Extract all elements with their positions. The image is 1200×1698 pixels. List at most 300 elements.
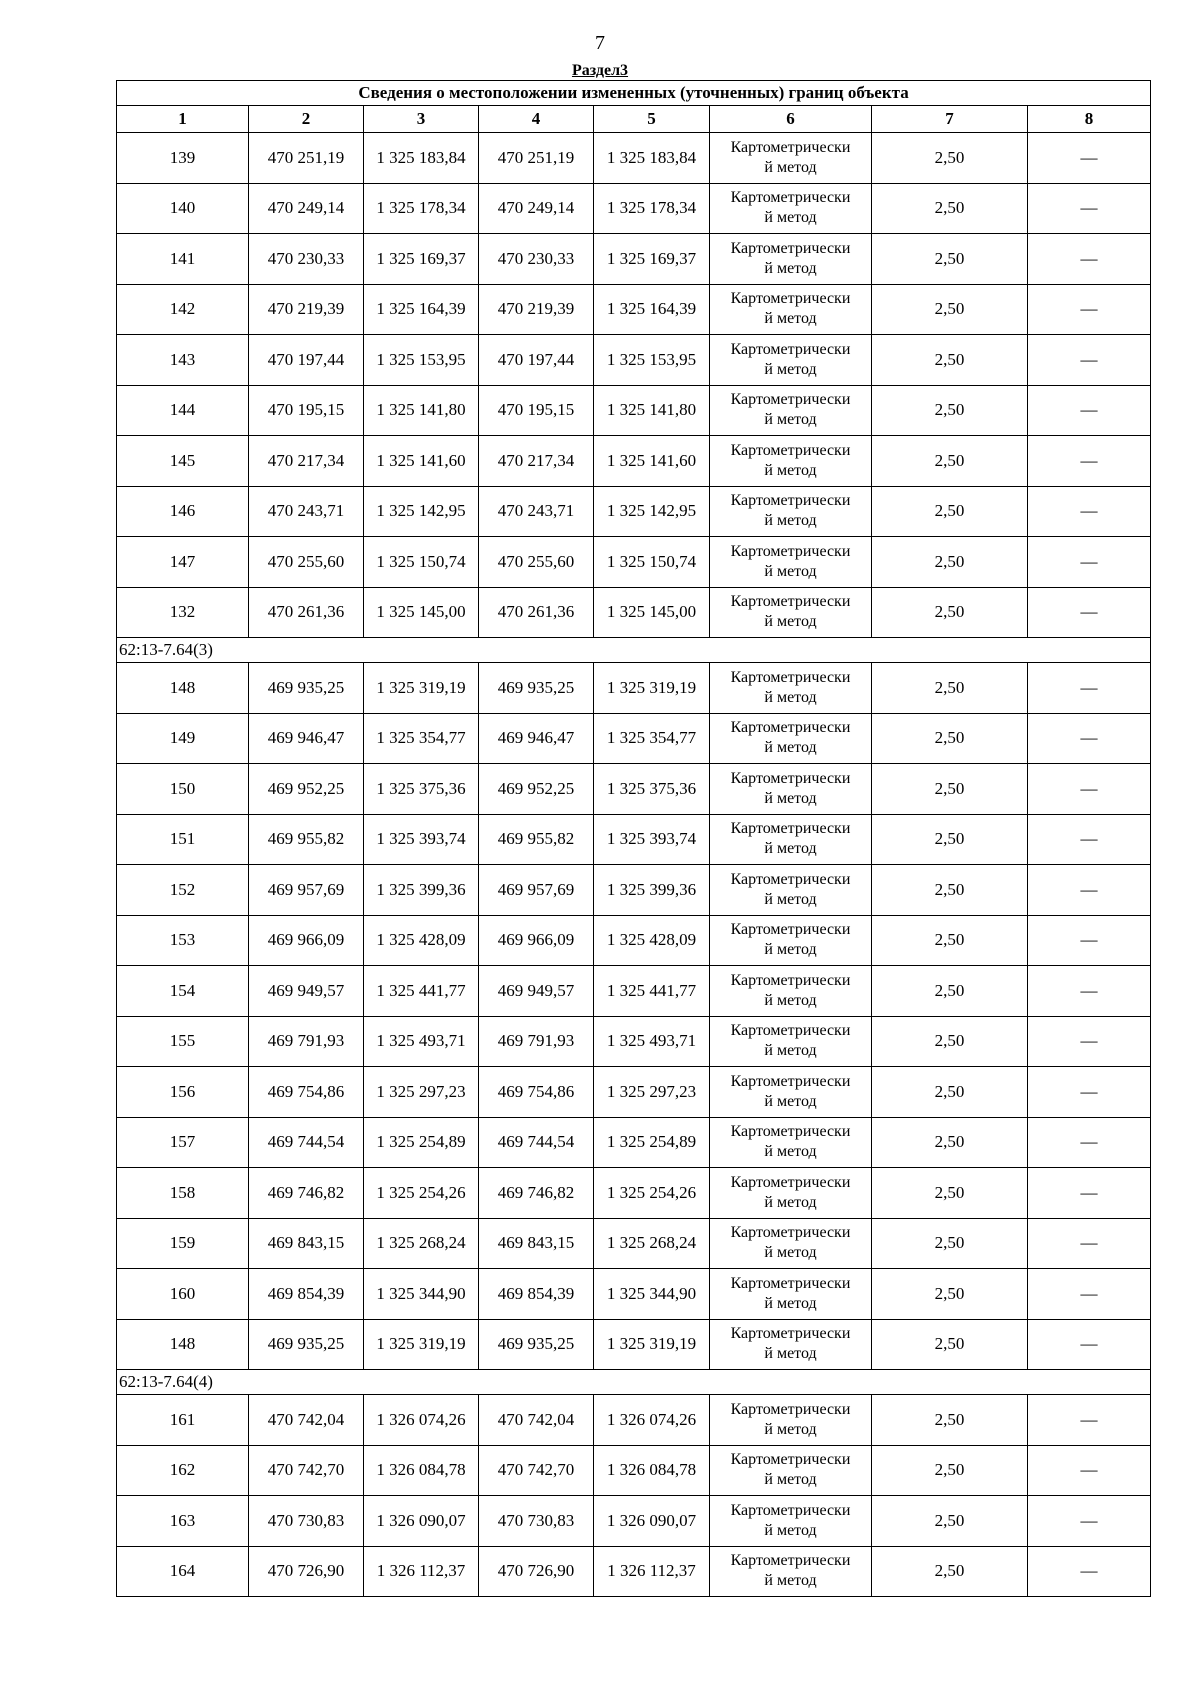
x-coordinate-cell: 469 791,93 (249, 1016, 364, 1067)
y-coordinate-new-cell: 1 326 090,07 (594, 1496, 710, 1547)
group-header-row (117, 1370, 1151, 1395)
accuracy-cell: 2,50 (872, 764, 1028, 815)
x-coordinate-cell: 470 726,90 (249, 1546, 364, 1597)
x-coordinate-new-cell: 470 219,39 (479, 284, 594, 335)
column-header-row (117, 106, 1151, 133)
y-coordinate-cell: 1 325 297,23 (364, 1067, 479, 1118)
y-coordinate-cell: 1 325 428,09 (364, 915, 479, 966)
y-coordinate-cell: 1 325 254,26 (364, 1168, 479, 1219)
accuracy-cell: 2,50 (872, 1546, 1028, 1597)
method-text-line2: й метод (764, 688, 817, 706)
y-coordinate-cell: 1 326 112,37 (364, 1546, 479, 1597)
y-coordinate-cell: 1 325 254,89 (364, 1117, 479, 1168)
x-coordinate-cell: 469 746,82 (249, 1168, 364, 1219)
method-text-line1: Картометрически (730, 1400, 851, 1418)
y-coordinate-new-cell: 1 326 112,37 (594, 1546, 710, 1597)
method-text-line2: й метод (764, 1345, 817, 1363)
y-coordinate-new-cell: 1 325 354,77 (594, 713, 710, 764)
point-number-cell: 132 (117, 587, 249, 638)
accuracy-cell: 2,50 (872, 966, 1028, 1017)
method-text-line1: Картометрически (730, 189, 851, 207)
accuracy-cell: 2,50 (872, 284, 1028, 335)
y-coordinate-cell: 1 325 393,74 (364, 814, 479, 865)
y-coordinate-new-cell: 1 325 141,60 (594, 436, 710, 487)
table-row (117, 865, 1151, 916)
method-cell (710, 385, 872, 436)
y-coordinate-new-cell: 1 325 254,26 (594, 1168, 710, 1219)
method-cell (710, 865, 872, 916)
table-row (117, 1319, 1151, 1370)
y-coordinate-new-cell: 1 325 428,09 (594, 915, 710, 966)
accuracy-cell: 2,50 (872, 183, 1028, 234)
point-number-cell: 148 (117, 1319, 249, 1370)
accuracy-cell: 2,50 (872, 1168, 1028, 1219)
table-row (117, 133, 1151, 184)
method-text-line2: й метод (764, 1572, 817, 1590)
table-row (117, 537, 1151, 588)
table-row (117, 234, 1151, 285)
method-text-line2: й метод (764, 890, 817, 908)
method-text-line2: й метод (764, 840, 817, 858)
method-cell (710, 537, 872, 588)
method-text-line2: й метод (764, 1042, 817, 1060)
accuracy-cell: 2,50 (872, 1319, 1028, 1370)
method-cell (710, 183, 872, 234)
point-number-cell: 155 (117, 1016, 249, 1067)
table-row (117, 915, 1151, 966)
accuracy-cell: 2,50 (872, 537, 1028, 588)
method-cell (710, 1496, 872, 1547)
method-text-line1: Картометрически (730, 769, 851, 787)
method-text-line2: й метод (764, 360, 817, 378)
method-text-line2: й метод (764, 1294, 817, 1312)
table-row (117, 663, 1151, 714)
method-text-line1: Картометрически (730, 1274, 851, 1292)
accuracy-cell: 2,50 (872, 385, 1028, 436)
x-coordinate-cell: 469 935,25 (249, 1319, 364, 1370)
method-text-line1: Картометрически (730, 1072, 851, 1090)
point-number-cell: 140 (117, 183, 249, 234)
method-text-line1: Картометрически (730, 668, 851, 686)
x-coordinate-cell: 470 742,70 (249, 1445, 364, 1496)
method-text-line2: й метод (764, 158, 817, 176)
x-coordinate-new-cell: 470 217,34 (479, 436, 594, 487)
point-number-cell: 149 (117, 713, 249, 764)
method-cell (710, 915, 872, 966)
table-row (117, 284, 1151, 335)
accuracy-cell: 2,50 (872, 713, 1028, 764)
y-coordinate-cell: 1 325 441,77 (364, 966, 479, 1017)
y-coordinate-cell: 1 325 493,71 (364, 1016, 479, 1067)
method-cell (710, 1117, 872, 1168)
description-cell: — (1028, 814, 1151, 865)
x-coordinate-cell: 470 195,15 (249, 385, 364, 436)
y-coordinate-new-cell: 1 325 268,24 (594, 1218, 710, 1269)
group-label: 62:13-7.64(3) (117, 638, 1151, 663)
point-number-cell: 163 (117, 1496, 249, 1547)
x-coordinate-new-cell: 469 955,82 (479, 814, 594, 865)
x-coordinate-cell: 470 255,60 (249, 537, 364, 588)
x-coordinate-new-cell: 469 744,54 (479, 1117, 594, 1168)
y-coordinate-cell: 1 325 268,24 (364, 1218, 479, 1269)
method-cell (710, 133, 872, 184)
y-coordinate-cell: 1 325 142,95 (364, 486, 479, 537)
method-cell (710, 1016, 872, 1067)
method-text-line1: Картометрически (730, 719, 851, 737)
y-coordinate-new-cell: 1 325 178,34 (594, 183, 710, 234)
column-header: 1 (117, 106, 249, 133)
method-cell (710, 486, 872, 537)
x-coordinate-cell: 470 219,39 (249, 284, 364, 335)
table-row (117, 1269, 1151, 1320)
x-coordinate-new-cell: 469 957,69 (479, 865, 594, 916)
description-cell: — (1028, 915, 1151, 966)
accuracy-cell: 2,50 (872, 663, 1028, 714)
point-number-cell: 139 (117, 133, 249, 184)
x-coordinate-cell: 470 230,33 (249, 234, 364, 285)
point-number-cell: 153 (117, 915, 249, 966)
description-cell: — (1028, 537, 1151, 588)
method-text-line2: й метод (764, 1244, 817, 1262)
table-caption: Сведения о местоположении измененных (уточненных) границ объекта (117, 81, 1151, 106)
table-row (117, 587, 1151, 638)
point-number-cell: 150 (117, 764, 249, 815)
table-row (117, 966, 1151, 1017)
x-coordinate-new-cell: 470 261,36 (479, 587, 594, 638)
accuracy-cell: 2,50 (872, 1117, 1028, 1168)
method-text-line1: Картометрически (730, 971, 851, 989)
method-cell (710, 335, 872, 386)
point-number-cell: 145 (117, 436, 249, 487)
method-cell (710, 1067, 872, 1118)
x-coordinate-new-cell: 469 966,09 (479, 915, 594, 966)
method-cell (710, 966, 872, 1017)
x-coordinate-new-cell: 470 726,90 (479, 1546, 594, 1597)
table-row (117, 1117, 1151, 1168)
method-text-line1: Картометрически (730, 1501, 851, 1519)
method-text-line2: й метод (764, 739, 817, 757)
y-coordinate-cell: 1 325 145,00 (364, 587, 479, 638)
y-coordinate-new-cell: 1 325 183,84 (594, 133, 710, 184)
y-coordinate-new-cell: 1 325 375,36 (594, 764, 710, 815)
method-cell (710, 764, 872, 815)
y-coordinate-cell: 1 325 319,19 (364, 663, 479, 714)
method-cell (710, 1319, 872, 1370)
method-text-line1: Картометрически (730, 1123, 851, 1141)
x-coordinate-new-cell: 470 197,44 (479, 335, 594, 386)
x-coordinate-cell: 470 730,83 (249, 1496, 364, 1547)
method-text-line2: й метод (764, 1193, 817, 1211)
method-text-line2: й метод (764, 789, 817, 807)
description-cell: — (1028, 183, 1151, 234)
accuracy-cell: 2,50 (872, 1269, 1028, 1320)
table-caption-row (117, 81, 1151, 106)
y-coordinate-cell: 1 325 319,19 (364, 1319, 479, 1370)
x-coordinate-cell: 470 742,04 (249, 1395, 364, 1446)
description-cell: — (1028, 1168, 1151, 1219)
accuracy-cell: 2,50 (872, 1395, 1028, 1446)
method-cell (710, 814, 872, 865)
x-coordinate-new-cell: 469 952,25 (479, 764, 594, 815)
y-coordinate-new-cell: 1 325 254,89 (594, 1117, 710, 1168)
x-coordinate-new-cell: 470 251,19 (479, 133, 594, 184)
y-coordinate-cell: 1 325 354,77 (364, 713, 479, 764)
description-cell: — (1028, 1445, 1151, 1496)
description-cell: — (1028, 1496, 1151, 1547)
table-row (117, 335, 1151, 386)
description-cell: — (1028, 1269, 1151, 1320)
method-cell (710, 436, 872, 487)
description-cell: — (1028, 436, 1151, 487)
y-coordinate-new-cell: 1 326 084,78 (594, 1445, 710, 1496)
table-row (117, 1067, 1151, 1118)
y-coordinate-cell: 1 325 375,36 (364, 764, 479, 815)
y-coordinate-new-cell: 1 325 141,80 (594, 385, 710, 436)
table-row (117, 1218, 1151, 1269)
description-cell: — (1028, 284, 1151, 335)
method-cell (710, 1269, 872, 1320)
method-cell (710, 234, 872, 285)
x-coordinate-new-cell: 469 843,15 (479, 1218, 594, 1269)
group-label: 62:13-7.64(4) (117, 1370, 1151, 1395)
y-coordinate-cell: 1 325 153,95 (364, 335, 479, 386)
accuracy-cell: 2,50 (872, 865, 1028, 916)
x-coordinate-new-cell: 469 946,47 (479, 713, 594, 764)
description-cell: — (1028, 663, 1151, 714)
y-coordinate-new-cell: 1 325 344,90 (594, 1269, 710, 1320)
method-text-line2: й метод (764, 411, 817, 429)
description-cell: — (1028, 764, 1151, 815)
x-coordinate-cell: 469 843,15 (249, 1218, 364, 1269)
description-cell: — (1028, 1016, 1151, 1067)
point-number-cell: 154 (117, 966, 249, 1017)
description-cell: — (1028, 385, 1151, 436)
method-text-line2: й метод (764, 941, 817, 959)
table-body (117, 81, 1151, 1597)
y-coordinate-new-cell: 1 325 493,71 (594, 1016, 710, 1067)
x-coordinate-cell: 470 197,44 (249, 335, 364, 386)
point-number-cell: 142 (117, 284, 249, 335)
method-text-line2: й метод (764, 512, 817, 530)
description-cell: — (1028, 133, 1151, 184)
x-coordinate-new-cell: 469 935,25 (479, 1319, 594, 1370)
x-coordinate-new-cell: 469 854,39 (479, 1269, 594, 1320)
x-coordinate-cell: 469 854,39 (249, 1269, 364, 1320)
accuracy-cell: 2,50 (872, 1496, 1028, 1547)
y-coordinate-new-cell: 1 325 441,77 (594, 966, 710, 1017)
x-coordinate-cell: 470 249,14 (249, 183, 364, 234)
description-cell: — (1028, 486, 1151, 537)
method-text-line1: Картометрически (730, 870, 851, 888)
method-text-line1: Картометрически (730, 1325, 851, 1343)
accuracy-cell: 2,50 (872, 133, 1028, 184)
method-text-line2: й метод (764, 1092, 817, 1110)
column-header: 5 (594, 106, 710, 133)
y-coordinate-cell: 1 325 150,74 (364, 537, 479, 588)
x-coordinate-cell: 469 957,69 (249, 865, 364, 916)
description-cell: — (1028, 966, 1151, 1017)
y-coordinate-new-cell: 1 325 319,19 (594, 1319, 710, 1370)
y-coordinate-cell: 1 325 141,60 (364, 436, 479, 487)
point-number-cell: 147 (117, 537, 249, 588)
method-text-line2: й метод (764, 461, 817, 479)
y-coordinate-cell: 1 325 344,90 (364, 1269, 479, 1320)
x-coordinate-cell: 470 243,71 (249, 486, 364, 537)
method-text-line1: Картометрически (730, 492, 851, 510)
method-text-line2: й метод (764, 613, 817, 631)
x-coordinate-cell: 469 949,57 (249, 966, 364, 1017)
x-coordinate-new-cell: 469 746,82 (479, 1168, 594, 1219)
table-row (117, 713, 1151, 764)
method-text-line1: Картометрически (730, 138, 851, 156)
method-text-line1: Картометрически (730, 820, 851, 838)
table-row (117, 1395, 1151, 1446)
accuracy-cell: 2,50 (872, 1445, 1028, 1496)
x-coordinate-cell: 469 955,82 (249, 814, 364, 865)
method-text-line2: й метод (764, 259, 817, 277)
method-text-line1: Картометрически (730, 391, 851, 409)
x-coordinate-cell: 470 251,19 (249, 133, 364, 184)
y-coordinate-cell: 1 326 074,26 (364, 1395, 479, 1446)
point-number-cell: 151 (117, 814, 249, 865)
x-coordinate-cell: 469 754,86 (249, 1067, 364, 1118)
method-text-line1: Картометрически (730, 239, 851, 257)
table-row (117, 385, 1151, 436)
method-text-line2: й метод (764, 1521, 817, 1539)
y-coordinate-cell: 1 325 164,39 (364, 284, 479, 335)
y-coordinate-new-cell: 1 325 319,19 (594, 663, 710, 714)
x-coordinate-new-cell: 470 195,15 (479, 385, 594, 436)
method-text-line1: Картометрически (730, 921, 851, 939)
table-row (117, 486, 1151, 537)
y-coordinate-cell: 1 325 141,80 (364, 385, 479, 436)
table-row (117, 1168, 1151, 1219)
x-coordinate-cell: 469 935,25 (249, 663, 364, 714)
y-coordinate-new-cell: 1 325 169,37 (594, 234, 710, 285)
table-row (117, 183, 1151, 234)
point-number-cell: 144 (117, 385, 249, 436)
method-text-line1: Картометрически (730, 290, 851, 308)
method-text-line1: Картометрически (730, 542, 851, 560)
x-coordinate-new-cell: 470 243,71 (479, 486, 594, 537)
y-coordinate-new-cell: 1 325 164,39 (594, 284, 710, 335)
y-coordinate-new-cell: 1 325 399,36 (594, 865, 710, 916)
table-row (117, 1016, 1151, 1067)
y-coordinate-new-cell: 1 325 145,00 (594, 587, 710, 638)
description-cell: — (1028, 1218, 1151, 1269)
method-cell (710, 1168, 872, 1219)
table-row (117, 1445, 1151, 1496)
column-header: 3 (364, 106, 479, 133)
point-number-cell: 160 (117, 1269, 249, 1320)
description-cell: — (1028, 587, 1151, 638)
point-number-cell: 161 (117, 1395, 249, 1446)
point-number-cell: 162 (117, 1445, 249, 1496)
y-coordinate-new-cell: 1 326 074,26 (594, 1395, 710, 1446)
x-coordinate-cell: 469 744,54 (249, 1117, 364, 1168)
description-cell: — (1028, 1395, 1151, 1446)
group-header-row (117, 638, 1151, 663)
x-coordinate-new-cell: 470 742,70 (479, 1445, 594, 1496)
x-coordinate-cell: 469 946,47 (249, 713, 364, 764)
method-text-line2: й метод (764, 310, 817, 328)
method-text-line1: Картометрически (730, 1022, 851, 1040)
point-number-cell: 146 (117, 486, 249, 537)
method-cell (710, 284, 872, 335)
x-coordinate-cell: 470 217,34 (249, 436, 364, 487)
accuracy-cell: 2,50 (872, 335, 1028, 386)
description-cell: — (1028, 335, 1151, 386)
method-text-line1: Картометрически (730, 1224, 851, 1242)
y-coordinate-new-cell: 1 325 297,23 (594, 1067, 710, 1118)
method-text-line2: й метод (764, 991, 817, 1009)
method-text-line1: Картометрически (730, 441, 851, 459)
accuracy-cell: 2,50 (872, 1218, 1028, 1269)
x-coordinate-cell: 469 952,25 (249, 764, 364, 815)
accuracy-cell: 2,50 (872, 234, 1028, 285)
column-header: 6 (710, 106, 872, 133)
description-cell: — (1028, 713, 1151, 764)
section-title: Раздел3 (571, 62, 629, 79)
y-coordinate-new-cell: 1 325 153,95 (594, 335, 710, 386)
point-number-cell: 143 (117, 335, 249, 386)
method-text-line1: Картометрически (730, 1173, 851, 1191)
y-coordinate-cell: 1 326 084,78 (364, 1445, 479, 1496)
y-coordinate-cell: 1 325 183,84 (364, 133, 479, 184)
accuracy-cell: 2,50 (872, 587, 1028, 638)
accuracy-cell: 2,50 (872, 1067, 1028, 1118)
method-text-line2: й метод (764, 1471, 817, 1489)
method-cell (710, 663, 872, 714)
y-coordinate-cell: 1 325 399,36 (364, 865, 479, 916)
method-text-line1: Картометрически (730, 1552, 851, 1570)
description-cell: — (1028, 1319, 1151, 1370)
x-coordinate-new-cell: 470 730,83 (479, 1496, 594, 1547)
y-coordinate-cell: 1 325 169,37 (364, 234, 479, 285)
method-cell (710, 1395, 872, 1446)
accuracy-cell: 2,50 (872, 814, 1028, 865)
point-number-cell: 148 (117, 663, 249, 714)
method-text-line2: й метод (764, 1143, 817, 1161)
y-coordinate-cell: 1 326 090,07 (364, 1496, 479, 1547)
y-coordinate-cell: 1 325 178,34 (364, 183, 479, 234)
table-row (117, 814, 1151, 865)
method-cell (710, 1546, 872, 1597)
x-coordinate-cell: 470 261,36 (249, 587, 364, 638)
point-number-cell: 156 (117, 1067, 249, 1118)
description-cell: — (1028, 234, 1151, 285)
point-number-cell: 157 (117, 1117, 249, 1168)
method-text-line1: Картометрически (730, 1451, 851, 1469)
x-coordinate-new-cell: 469 754,86 (479, 1067, 594, 1118)
y-coordinate-new-cell: 1 325 142,95 (594, 486, 710, 537)
x-coordinate-cell: 469 966,09 (249, 915, 364, 966)
method-cell (710, 1218, 872, 1269)
point-number-cell: 159 (117, 1218, 249, 1269)
description-cell: — (1028, 1067, 1151, 1118)
column-header: 8 (1028, 106, 1151, 133)
accuracy-cell: 2,50 (872, 486, 1028, 537)
column-header: 2 (249, 106, 364, 133)
table-row (117, 1496, 1151, 1547)
description-cell: — (1028, 865, 1151, 916)
point-number-cell: 141 (117, 234, 249, 285)
accuracy-cell: 2,50 (872, 1016, 1028, 1067)
y-coordinate-new-cell: 1 325 150,74 (594, 537, 710, 588)
description-cell: — (1028, 1546, 1151, 1597)
description-cell: — (1028, 1117, 1151, 1168)
method-text-line2: й метод (764, 209, 817, 227)
